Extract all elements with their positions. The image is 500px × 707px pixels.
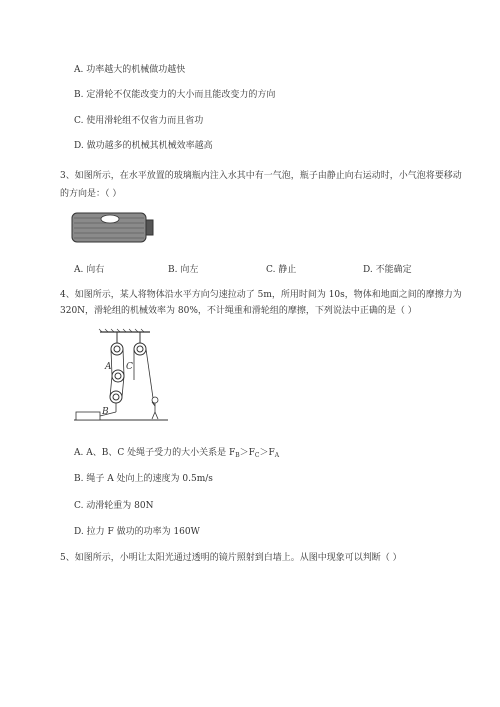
q4-option-b: B. 绳子 A 处向上的速度为 0.5m/s — [74, 474, 213, 484]
q4-stem-line2: 320N，滑轮组的机械效率为 80%，不计绳重和滑轮组的摩擦，下列说法中正确的是（ ） — [60, 306, 417, 316]
q3-stem-line2: 的方向是：（ ） — [60, 189, 122, 199]
q4-option-a — [74, 447, 279, 462]
q4-option-c: C. 动滑轮重为 80N — [74, 501, 154, 511]
q3-option-c: C. 静止 — [266, 265, 297, 275]
q2-option-c: C. 使用滑轮组不仅省力而且省功 — [74, 116, 204, 126]
q2-option-b: B. 定滑轮不仅能改变力的大小而且能改变力的方向 — [74, 90, 276, 100]
q5-stem-line1: 5、如图所示，小明让太阳光通过透明的镜片照射到白墙上。从图中现象可以判断（ ） — [60, 553, 402, 563]
figure-label-c: C — [126, 362, 133, 372]
q3-options — [74, 262, 454, 274]
air-bubble — [101, 215, 119, 223]
q4-option-d: D. 拉力 F 做功的功率为 160W — [74, 527, 200, 537]
q3-stem-line1: 3、如图所示，在水平放置的玻璃瓶内注入水其中有一气泡，瓶子由静止向右运动时，小气泡将要移动 — [60, 171, 462, 181]
q3-option-b: B. 向左 — [168, 265, 199, 275]
q4-option-a-sub-b: B — [235, 452, 240, 459]
q3-option-a: A. 向右 — [74, 265, 105, 275]
q2-option-d: D. 做功越多的机械其机械效率越高 — [74, 141, 213, 151]
figure-label-a: A — [105, 362, 112, 372]
q4-option-a-gt1: ＞F — [239, 448, 255, 458]
q4-option-a-sub-a: A — [274, 452, 280, 459]
person-icon — [152, 397, 158, 403]
figure-label-b: B — [102, 407, 109, 417]
pulley-figure — [72, 330, 172, 430]
q2-option-a: A. 功率越大的机械做功越快 — [74, 65, 186, 75]
q4-option-a-gt2: ＞F — [259, 448, 275, 458]
q3-option-d: D. 不能确定 — [363, 265, 412, 275]
block — [76, 412, 100, 420]
bottle-figure — [70, 210, 155, 245]
q4-stem-line1: 4、如图所示，某人将物体沿水平方向匀速拉动了 5m，所用时间为 10s，物体和地面之间的摩擦力为 — [60, 290, 462, 300]
q4-option-a-sub-c: C — [254, 452, 260, 459]
q4-option-a-prefix: A. A、B、C 处绳子受力的大小关系是 F — [74, 448, 236, 458]
